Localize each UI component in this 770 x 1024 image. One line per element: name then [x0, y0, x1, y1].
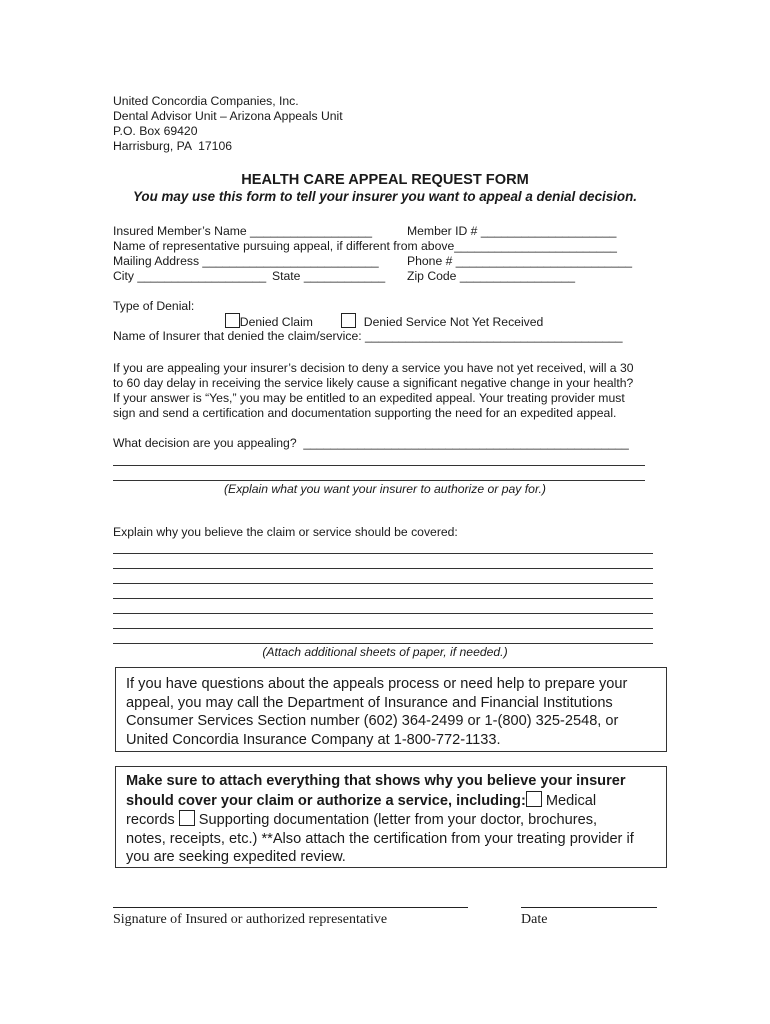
- contact-line-2: appeal, you may call the Department of Insurance and Financial Institutions: [126, 694, 613, 711]
- address-line-1: United Concordia Companies, Inc.: [113, 94, 299, 108]
- attach-bold-2: should cover your claim or authorize a service, including:: [126, 792, 526, 809]
- expedited-text-line-4: sign and send a certification and documentation supporting the need for an expedited appeal.: [113, 406, 617, 420]
- attach-line-4: notes, receipts, etc.) **Also attach the certification from your treating provider if: [126, 830, 634, 847]
- state-field[interactable]: State ____________: [272, 269, 386, 283]
- phone-field[interactable]: Phone # __________________________: [407, 254, 633, 268]
- address-line-4: Harrisburg, PA 17106: [113, 139, 233, 153]
- attach-line-5: you are seeking expedited review.: [126, 849, 346, 865]
- denied-claim-label: Denied Claim: [239, 315, 313, 329]
- attach-records-label: records: [126, 812, 179, 828]
- date-label: Date: [521, 912, 548, 927]
- denied-claim-checkbox[interactable]: [225, 313, 240, 328]
- form-title: HEALTH CARE APPEAL REQUEST FORM: [241, 172, 529, 188]
- mailing-address-field[interactable]: Mailing Address __________________________: [113, 254, 379, 268]
- explain-answer-line-5[interactable]: [113, 613, 653, 614]
- denial-type-label: Type of Denial:: [113, 299, 195, 313]
- attach-line-1: Make sure to attach everything that shows why you believe your insurer: [126, 773, 626, 789]
- member-id-field[interactable]: Member ID # ____________________: [407, 224, 617, 238]
- attach-medical-label: Medical: [541, 792, 597, 809]
- denied-claim-option[interactable]: [218, 298, 313, 330]
- denied-service-checkbox[interactable]: [341, 313, 356, 328]
- explain-label: Explain why you believe the claim or service should be covered:: [113, 525, 458, 539]
- explain-answer-line-7[interactable]: [113, 643, 653, 644]
- denied-service-label: Denied Service Not Yet Received: [363, 315, 544, 329]
- attach-line-2: [126, 791, 658, 811]
- explain-answer-line-1[interactable]: [113, 553, 653, 554]
- signature-label: Signature of Insured or authorized representative: [113, 912, 388, 927]
- attach-line-3: [126, 810, 658, 830]
- form-subtitle: You may use this form to tell your insurer you want to appeal a denial decision.: [133, 189, 637, 204]
- insurer-name-field[interactable]: Name of Insurer that denied the claim/service: ______________________________________: [113, 329, 623, 343]
- signature-line[interactable]: [113, 907, 468, 908]
- explain-answer-line-2[interactable]: [113, 568, 653, 569]
- insured-member-name-field[interactable]: Insured Member’s Name __________________: [113, 224, 373, 238]
- expedited-text-line-3: If your answer is “Yes,” you may be entitled to an expedited appeal. Your treating provider must: [113, 391, 625, 405]
- explain-answer-line-6[interactable]: [113, 628, 653, 629]
- city-field[interactable]: City ___________________: [113, 269, 267, 283]
- denied-service-option[interactable]: [334, 298, 543, 330]
- zip-field[interactable]: Zip Code _________________: [407, 269, 576, 283]
- representative-field[interactable]: Name of representative pursuing appeal, if different from above________________________: [113, 239, 617, 253]
- attachments-box: [115, 766, 667, 868]
- address-line-3: P.O. Box 69420: [113, 124, 198, 138]
- decision-appealing-field[interactable]: What decision are you appealing? ________________________________________________: [113, 436, 629, 450]
- decision-answer-line-1[interactable]: [113, 465, 645, 466]
- contact-line-1: If you have questions about the appeals process or need help to prepare your: [126, 676, 628, 692]
- contact-line-4: United Concordia Insurance Company at 1-800-772-1133.: [126, 731, 501, 748]
- decision-answer-line-2[interactable]: [113, 480, 645, 481]
- expedited-text-line-1: If you are appealing your insurer’s decision to deny a service you have not yet received, will a 30: [113, 361, 634, 375]
- attach-supporting-label: Supporting documentation (letter from your doctor, brochures,: [194, 812, 598, 828]
- expedited-text-line-2: to 60 day delay in receiving the service likely cause a significant negative change in your health?: [113, 376, 634, 390]
- explain-answer-line-4[interactable]: [113, 598, 653, 599]
- supporting-docs-checkbox[interactable]: [179, 810, 195, 826]
- address-line-2: Dental Advisor Unit – Arizona Appeals Unit: [113, 109, 343, 123]
- date-line[interactable]: [521, 907, 657, 908]
- contact-line-3: Consumer Services Section number (602) 364-2499 or 1-(800) 325-2548, or: [126, 713, 619, 729]
- medical-records-checkbox[interactable]: [526, 791, 542, 807]
- decision-hint: (Explain what you want your insurer to authorize or pay for.): [224, 482, 546, 496]
- explain-answer-line-3[interactable]: [113, 583, 653, 584]
- explain-hint: (Attach additional sheets of paper, if needed.): [262, 645, 508, 659]
- contact-info-box: [115, 667, 667, 752]
